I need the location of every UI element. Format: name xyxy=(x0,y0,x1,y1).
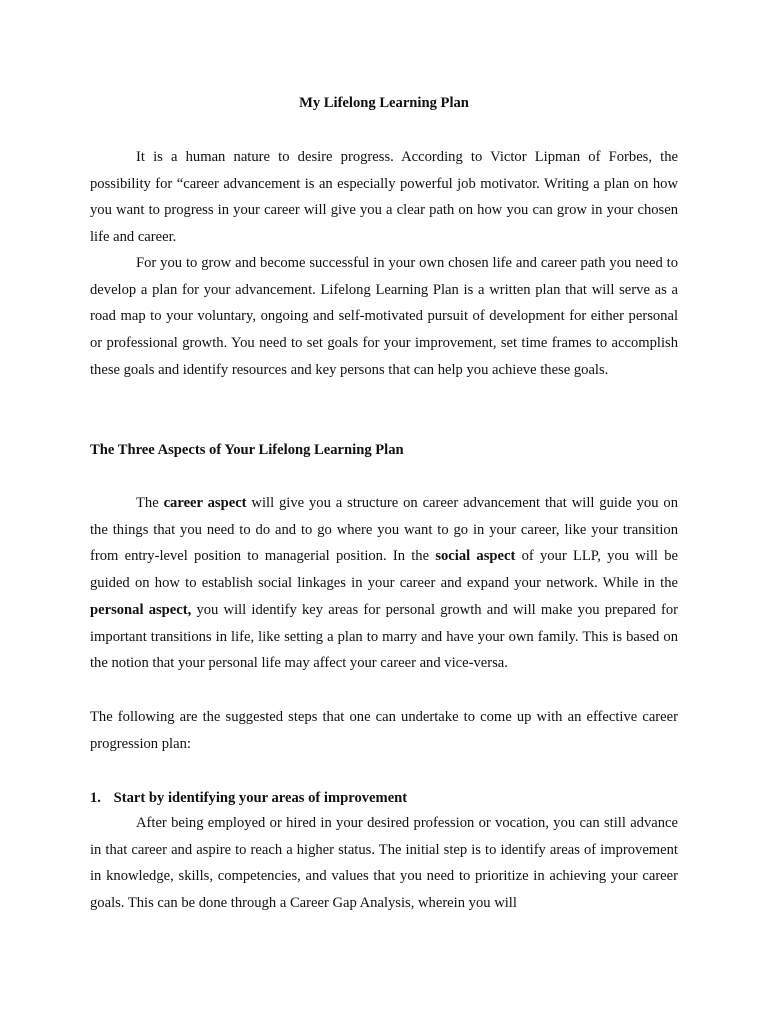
aspects-heading: The Three Aspects of Your Lifelong Learning Plan xyxy=(90,442,404,458)
aspects-text-2: will give you a structure on career advancement that will guide you on the things that you need to do and to go where you want to go in your career, like your transition from entry-level position to managerial position. In the xyxy=(90,495,678,565)
steps-intro-paragraph: The following are the suggested steps that one can undertake to come up with an effective career progression plan: xyxy=(90,709,678,752)
intro-paragraph-1: It is a human nature to desire progress. According to Victor Lipman of Forbes, the possibility for “career advancement is an especially powerful job motivator. Writing a plan on how you want to progress in your career will give you a clear path on how you can grow in your chosen life and career. xyxy=(90,149,678,246)
intro-paragraph-2: For you to grow and become successful in your own chosen life and career path you need to develop a plan for your advancement. Lifelong Learning Plan is a written plan that will serve as a road map to your voluntary, ongoing and self-motivated pursuit of development for either personal or professional growth. You need to set goals for your improvement, set time frames to accomplish these goals and identify resources and key persons that can help you achieve these goals. xyxy=(90,255,678,378)
personal-aspect-term: personal aspect, xyxy=(90,601,192,618)
step-1-paragraph: After being employed or hired in your desired profession or vocation, you can still advance in that career and aspire to reach a higher status. The initial step is to identify areas of improvement in knowledge, skills, competencies, and values that you need to prioritize in achieving your career goals. This can be done through a Career Gap Analysis, wherein you will xyxy=(90,815,678,912)
aspects-paragraph xyxy=(90,490,678,677)
aspects-text-3: of your LLP, you will be guided on how to establish social linkages in your career and expand your network. While in the xyxy=(90,548,678,592)
aspects-text-1: The xyxy=(136,495,164,511)
document-title: My Lifelong Learning Plan xyxy=(299,95,469,111)
step-1-heading xyxy=(90,785,678,811)
career-aspect-term: career aspect xyxy=(163,495,247,511)
aspects-text-4: you will identify key areas for personal growth and will make you prepared for important transitions in life, like setting a plan to marry and have your own family. This is based on the notion that your personal life may affect your career and vice-versa. xyxy=(90,601,678,672)
step-1-heading-text: Start by identifying your areas of improvement xyxy=(113,790,408,806)
social-aspect-term: social aspect xyxy=(435,548,516,565)
step-1-number: 1. xyxy=(90,790,101,806)
